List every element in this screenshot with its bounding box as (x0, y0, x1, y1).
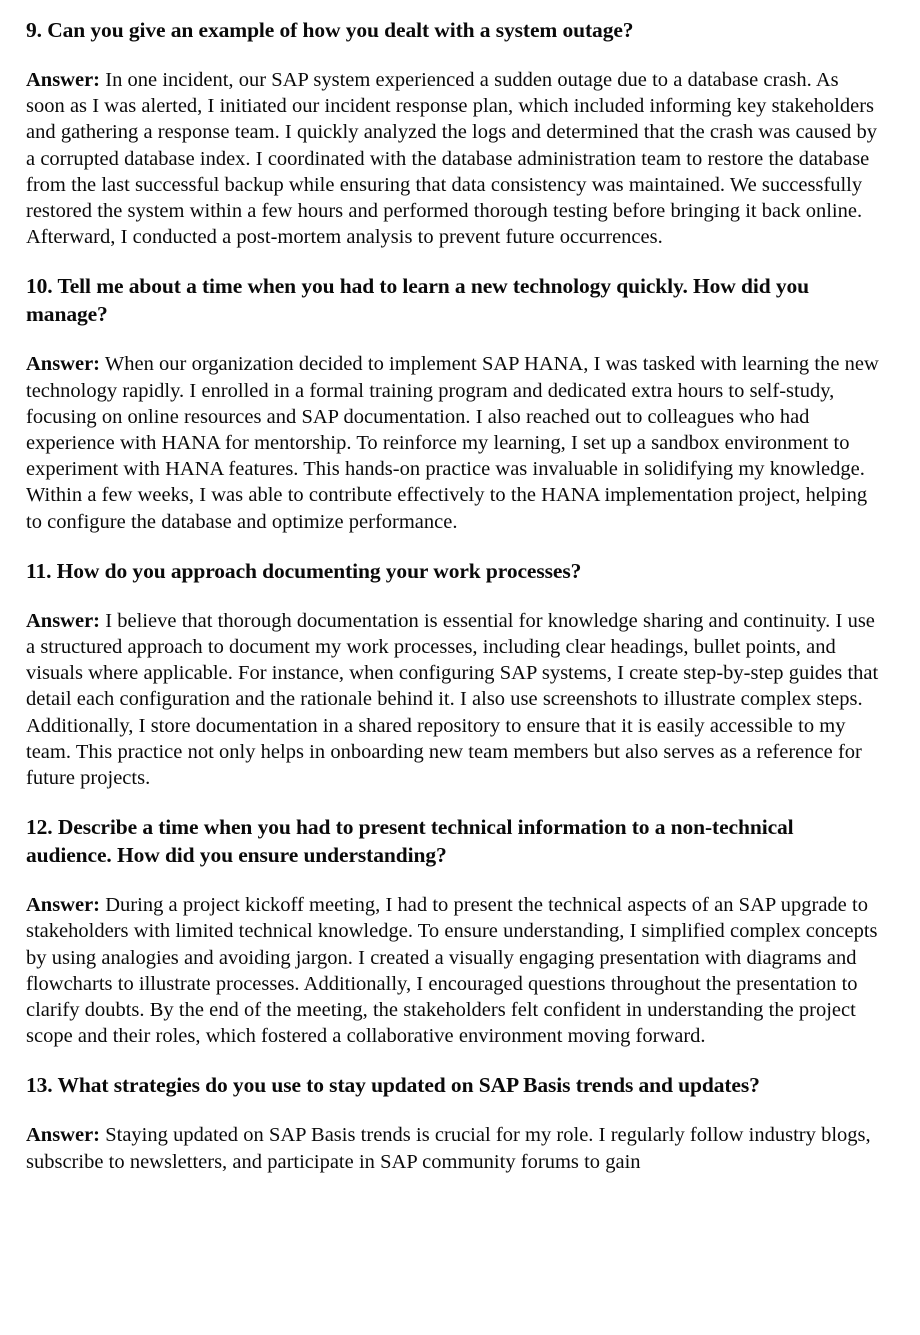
answer-paragraph-12 (26, 892, 882, 1049)
question-heading-9: 9. Can you give an example of how you dealt with a system outage? (26, 18, 634, 42)
question-heading-10: 10. Tell me about a time when you had to learn a new technology quickly. How did you manage? (26, 274, 810, 327)
answer-label-12: Answer: (26, 894, 101, 917)
qa-block-11 (26, 557, 882, 791)
answer-paragraph-11 (26, 608, 882, 791)
question-heading-11: 11. How do you approach documenting your work processes? (26, 558, 582, 583)
question-heading-12: 12. Describe a time when you had to present technical information to a non-technical audience. How did you ensure understanding? (26, 815, 794, 868)
qa-block-12 (26, 813, 882, 1049)
question-heading-13: 13. What strategies do you use to stay updated on SAP Basis trends and updates? (26, 1073, 760, 1098)
answer-text-13: Staying updated on SAP Basis trends is crucial for my role. I regularly follow industry blogs, subscribe to newsletters, and participate in SAP community forums to gain (26, 1124, 871, 1173)
spacer (26, 791, 882, 813)
spacer (26, 585, 882, 608)
answer-label-13: Answer: (26, 1124, 101, 1147)
answer-paragraph-13 (26, 1122, 882, 1174)
spacer (26, 1099, 882, 1122)
answer-label-9: Answer: (26, 69, 101, 91)
answer-text-11: I believe that thorough documentation is essential for knowledge sharing and continuity. I use a structured approach to document my work processes, including clear headings, bullet points, and visuals where applicable. For instance, when configuring SAP systems, I create step-by-step guides that detail each configuration and the rationale behind it. I also use screenshots to illustrate complex steps. Additionally, I store documentation in a shared repository to ensure that it is easily accessible to my team. This practice not only helps in onboarding new team members but also serves as a reference for future projects. (26, 609, 879, 790)
answer-text-9: In one incident, our SAP system experienced a sudden outage due to a database crash. As soon as I was alerted, I initiated our incident response plan, which included informing key stakeholders and gathering a response team. I quickly analyzed the logs and determined that the crash was caused by a corrupted database index. I coordinated with the database administration team to restore the database from the last successful backup while ensuring that data consistency was maintained. We successfully restored the system within a few hours and performed thorough testing before bringing it back online. Afterward, I conducted a post-mortem analysis to prevent future occurrences. (26, 69, 878, 249)
answer-text-10: When our organization decided to implement SAP HANA, I was tasked with learning the new technology rapidly. I enrolled in a formal training program and dedicated extra hours to self-study, focusing on online resources and SAP documentation. I also reached out to colleagues who had experience with HANA for mentorship. To reinforce my learning, I set up a sandbox environment to experiment with HANA features. This hands-on practice was invaluable in solidifying my knowledge. Within a few weeks, I was able to contribute effectively to the HANA implementation project, helping to configure the database and optimize performance. (26, 353, 879, 533)
spacer (26, 250, 882, 272)
spacer (26, 44, 882, 67)
answer-label-10: Answer: (26, 353, 101, 376)
answer-label-11: Answer: (26, 609, 101, 632)
answer-paragraph-9 (26, 67, 882, 250)
qa-block-13 (26, 1071, 882, 1174)
document-content (26, 16, 882, 1175)
spacer (26, 869, 882, 892)
spacer (26, 535, 882, 557)
qa-block-10 (26, 272, 882, 534)
spacer (26, 328, 882, 351)
qa-block-9 (26, 16, 882, 250)
answer-text-12: During a project kickoff meeting, I had to present the technical aspects of an SAP upgrade to stakeholders with limited technical knowledge. To ensure understanding, I simplified complex concepts by using analogies and avoiding jargon. I created a visually engaging presentation with diagrams and flowcharts to illustrate processes. Additionally, I encouraged questions throughout the presentation to clarify doubts. By the end of the meeting, the stakeholders felt confident in understanding the project scope and their roles, which fostered a collaborative environment moving forward. (26, 894, 878, 1048)
spacer (26, 1049, 882, 1071)
answer-paragraph-10 (26, 351, 882, 534)
